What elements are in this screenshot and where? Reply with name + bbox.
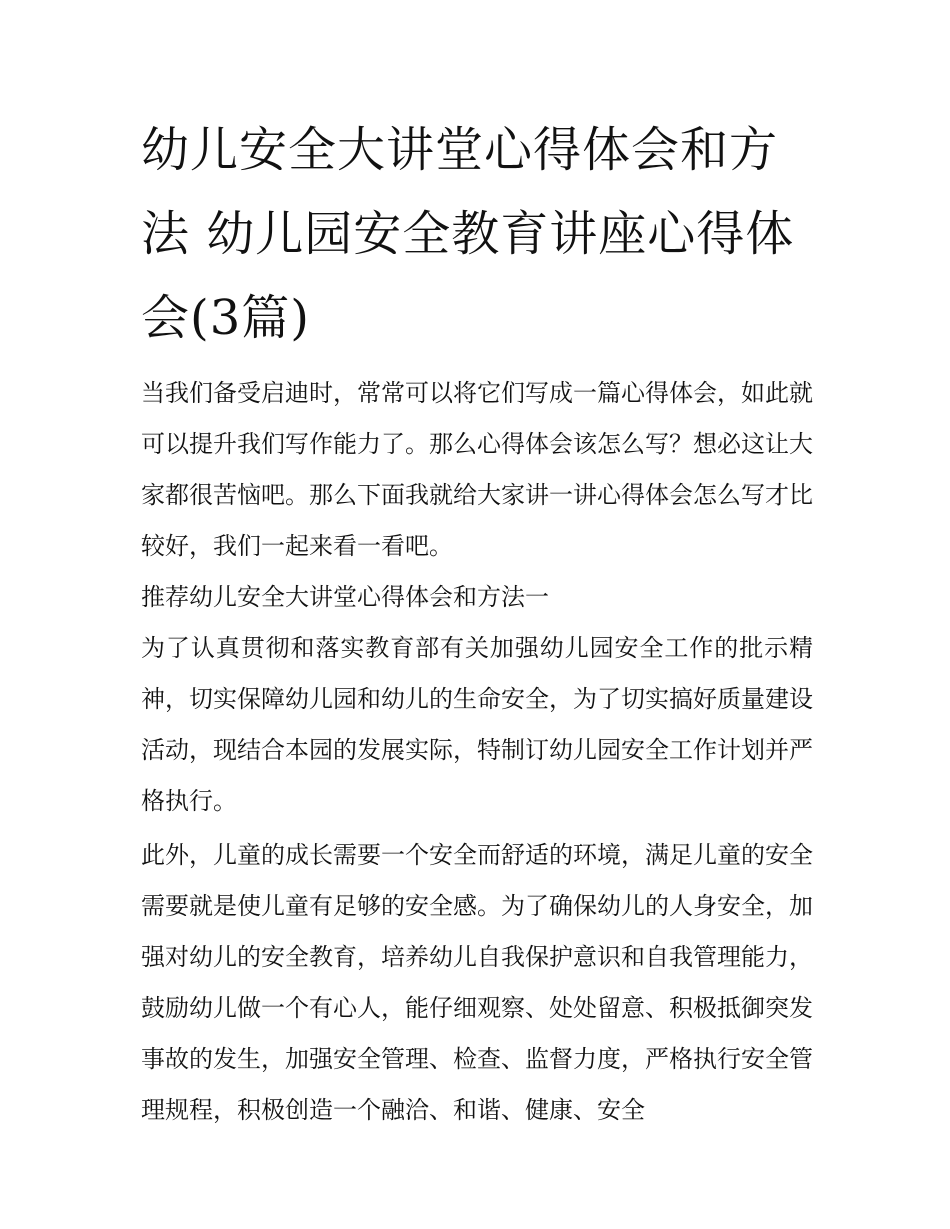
paragraph-section-heading: 推荐幼儿安全大讲堂心得体会和方法一 (141, 583, 549, 611)
document-title: 幼儿安全大讲堂心得体会和方法 幼儿园安全教育讲座心得体会(3篇) (141, 122, 795, 346)
paragraph-intro: 当我们备受启迪时，常常可以将它们写成一篇心得体会，如此就可以提升我们写作能力了。那么心得体会该怎么写？想必这让大家都很苦恼吧。那么下面我就给大家讲一讲心得体会怎么写才比较好，我们一起来看一看吧。 (141, 379, 813, 560)
document-page (141, 108, 813, 1136)
paragraph-body-1: 为了认真贯彻和落实教育部有关加强幼儿园安全工作的批示精神，切实保障幼儿园和幼儿的生命安全，为了切实搞好质量建设活动，现结合本园的发展实际，特制订幼儿园安全工作计划并严格执行。 (141, 634, 813, 815)
paragraph-body-2: 此外，儿童的成长需要一个安全而舒适的环境，满足儿童的安全需要就是使儿童有足够的安全感。为了确保幼儿的人身安全，加强对幼儿的安全教育，培养幼儿自我保护意识和自我管理能力，鼓励幼儿做一个有心人，能仔细观察、处处留意、积极抵御突发事故的发生，加强安全管理、检查、监督力度，严格执行安全管理规程，积极创造一个融洽、和谐、健康、安全 (141, 841, 813, 1124)
